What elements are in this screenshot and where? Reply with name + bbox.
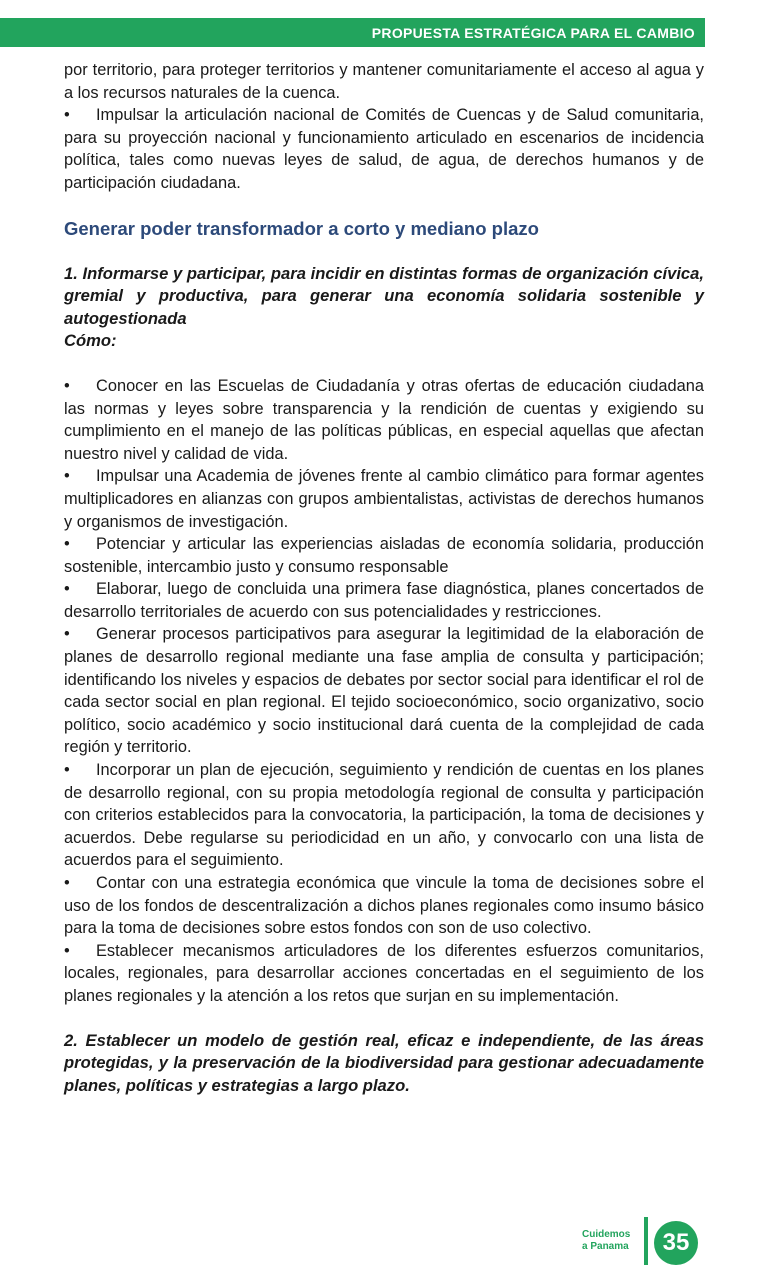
how-label: Cómo:: [64, 331, 117, 351]
bullet-dot: •: [64, 874, 70, 892]
list-item: [64, 465, 704, 533]
header-title: PROPUESTA ESTRATÉGICA PARA EL CAMBIO: [371, 24, 695, 41]
brand-line-2: a Panama: [582, 1241, 629, 1252]
list-item: [64, 940, 704, 1008]
list-item: [64, 759, 704, 872]
item1-bullet-list: [64, 375, 704, 1008]
bullet-text: Elaborar, luego de concluida una primera fase diagnóstica, planes concertados de desarrollo territoriales de acuerdo con sus potencialidades y restricciones.: [64, 580, 704, 621]
item2-title: 2. Establecer un modelo de gestión real, eficaz e independiente, de las áreas protegidas, y la preservación de la biodiversidad para gestionar adecuadamente planes, políticas y estrategias a largo plazo.: [64, 1030, 704, 1095]
list-item: [64, 623, 704, 759]
list-item: [64, 578, 704, 623]
bullet-dot: •: [64, 106, 70, 125]
page-number: 35: [654, 1221, 698, 1265]
intro-paragraph: por territorio, para proteger territorios y mantener comunitariamente el acceso al agua y a los recursos naturales de la cuenca.: [64, 61, 704, 102]
brand-logo-text: [582, 1229, 630, 1253]
section-heading: Generar poder transformador a corto y mediano plazo: [64, 217, 539, 239]
bullet-text: Contar con una estrategia económica que vincule la toma de decisiones sobre el uso de los fondos de descentralización a dichos planes regionales como insumo básico para la toma de decisiones sobre estos fondos con son de uso colectivo.: [64, 874, 704, 938]
bullet-text: Impulsar la articulación nacional de Comités de Cuencas y de Salud comunitaria, para su proyección nacional y funcionamiento articulado en escenarios de incidencia política, tales como nuevas leyes de salud, de agua, de derechos humanos y de participación ciudadana.: [64, 106, 704, 192]
list-item: [64, 872, 704, 940]
bullet-dot: •: [64, 376, 70, 395]
page-content: [64, 59, 704, 1097]
bullet-dot: •: [64, 761, 70, 780]
header-bar: [0, 18, 705, 47]
intro-bullet: [64, 104, 704, 194]
bullet-dot: •: [64, 580, 70, 599]
footer: [582, 1215, 712, 1270]
list-item: [64, 533, 704, 578]
footer-divider: [644, 1217, 648, 1265]
bullet-dot: •: [64, 535, 70, 554]
bullet-text: Incorporar un plan de ejecución, seguimiento y rendición de cuentas en los planes de desarrollo regional, con su propia metodología regional de consulta y participación con criterios establecidos para la convocatoria, la participación, la toma de decisiones y acuerdos. Debe regularse su periodicidad en un año, y convocarlo con una lista de acuerdos para el seguimiento.: [64, 761, 704, 870]
brand-line-1: Cuidemos: [582, 1229, 631, 1240]
bullet-text: Establecer mecanismos articuladores de los diferentes esfuerzos comunitarios, locales, regionales, para desarrollar acciones concertadas en el seguimiento de los planes regionales y la atención a los retos que surjan en su implementación.: [64, 941, 704, 1005]
bullet-text: Potenciar y articular las experiencias aisladas de economía solidaria, producción sostenible, intercambio justo y consumo responsable: [64, 535, 704, 576]
bullet-text: Generar procesos participativos para asegurar la legitimidad de la elaboración de planes de desarrollo regional mediante una fase amplia de consulta y participación; identificando los niveles y espacios de debates por sector social para identificar el rol de cada sector social en plan regional. El tejido socioeconómico, socio organizativo, socio político, socio académico y socio institucional dará cuenta de la complejidad de cada región y territorio.: [64, 625, 704, 757]
bullet-dot: •: [64, 625, 70, 644]
bullet-dot: •: [64, 467, 70, 486]
bullet-text: Conocer en las Escuelas de Ciudadanía y otras ofertas de educación ciudadana las normas y leyes sobre transparencia y la rendición de cuentas y exigiendo su cumplimiento en el manejo de las políticas públicas, en especial aquellas que afectan nuestro nivel y calidad de vida.: [64, 376, 704, 463]
list-item: [64, 375, 704, 465]
bullet-text: Impulsar una Academia de jóvenes frente al cambio climático para formar agentes multiplicadores en alianzas con grupos ambientalistas, activistas de derechos humanos y organismos de investigación.: [64, 467, 704, 531]
bullet-dot: •: [64, 941, 70, 960]
item1-title: 1. Informarse y participar, para incidir en distintas formas de organización cívica, gremial y productiva, para generar una economía solidaria sostenible y autogestionada: [64, 263, 704, 328]
